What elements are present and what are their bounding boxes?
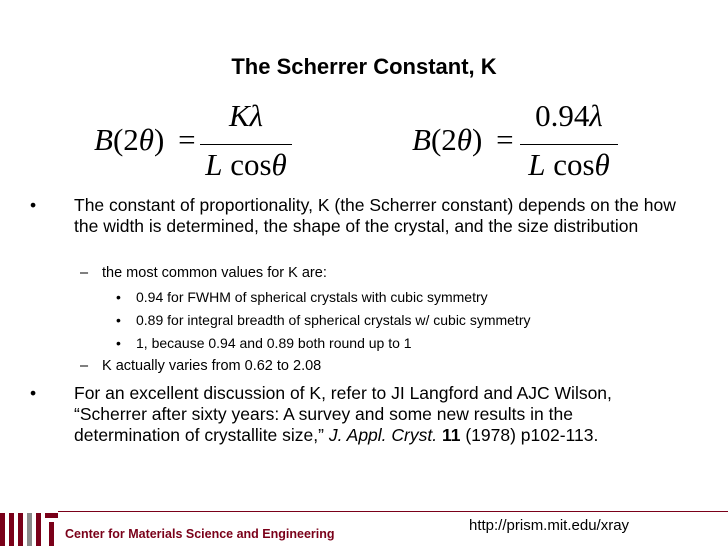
formula-left-lambda: λ: [249, 98, 264, 133]
formula-left-numerator: [200, 100, 292, 131]
formula-right: [412, 100, 642, 180]
bullet-1-sub-1-item-3-marker: •: [116, 335, 121, 351]
formula-left-lhs: [94, 124, 196, 155]
bullet-1-text: The constant of proportionality, K (the Scherrer constant) depends on the how the width is determined, the shape of the crystal, and the size distribution: [74, 195, 676, 236]
bullet-1-sub-1-item-1-marker: •: [116, 289, 121, 305]
formula-left-cos: cos: [230, 147, 272, 182]
formula-right-paren-open: (: [430, 122, 442, 157]
bullet-2-marker: •: [30, 383, 37, 403]
footer-rule: [58, 511, 728, 512]
formula-right-two: 2: [441, 122, 457, 157]
footer-url-link[interactable]: http://prism.mit.edu/xray: [469, 517, 630, 534]
slide-title: The Scherrer Constant, K: [231, 54, 497, 79]
formula-right-l: L: [528, 147, 546, 182]
bullet-1-sub-1-item-3: [116, 334, 706, 352]
formula-right-equals: =: [496, 122, 514, 157]
bullet-1-sub-1-item-2: [116, 311, 706, 329]
bullet-1-sub-2-marker: –: [80, 358, 89, 374]
formula-left-b: B: [94, 122, 113, 157]
formula-right-lambda: λ: [589, 98, 603, 133]
formula-right-denominator: [520, 149, 618, 180]
formula-left-paren-close: ): [154, 122, 165, 157]
formula-right-numerator: [520, 100, 618, 131]
mit-logo-icon: [0, 513, 60, 546]
formula-left-two: 2: [123, 122, 139, 157]
formula-right-lhs: [412, 124, 514, 155]
formula-left-fraction-bar: [200, 144, 292, 145]
formula-left: [94, 100, 314, 180]
bullet-1: [30, 195, 694, 237]
formula-right-b: B: [412, 122, 431, 157]
formula-left-equals: =: [178, 122, 196, 157]
bullet-1-sub-1-marker: –: [80, 265, 89, 281]
formula-right-cos: cos: [553, 147, 595, 182]
formula-right-paren-close: ): [472, 122, 483, 157]
bullet-1-sub-1-text: the most common values for K are:: [102, 265, 327, 281]
bullet-2-volume: 11: [441, 425, 461, 445]
formula-right-value: 0.94: [535, 98, 590, 133]
formula-right-theta: θ: [456, 122, 472, 157]
bullet-1-sub-2-text: K actually varies from 0.62 to 2.08: [102, 358, 322, 374]
formula-left-denominator: [200, 149, 292, 180]
formula-left-fraction: [200, 100, 292, 180]
bullet-1-sub-2: [80, 357, 702, 375]
bullet-1-sub-1-item-2-marker: •: [116, 312, 121, 328]
bullet-1-sub-1-item-3-text: 1, because 0.94 and 0.89 both round up to 1: [136, 335, 412, 351]
bullet-2-journal: J. Appl. Cryst.: [328, 425, 438, 445]
formula-left-den-theta: θ: [271, 147, 287, 182]
formula-right-fraction-bar: [520, 144, 618, 145]
formula-left-l: L: [205, 147, 223, 182]
bullet-1-sub-1-item-1-text: 0.94 for FWHM of spherical crystals with cubic symmetry: [136, 289, 488, 305]
formula-left-paren-open: (: [112, 122, 124, 157]
bullet-2-year-pages: (1978) p102-113.: [465, 425, 599, 445]
bullet-1-sub-1: [80, 264, 702, 282]
formula-right-fraction: [520, 100, 618, 180]
bullet-2-text: For an excellent discussion of K, refer to JI Langford and AJC Wilson, “Scherrer after sixty years: A survey and some new results in the determination of crystallite size,”: [74, 383, 612, 445]
bullet-1-marker: •: [30, 195, 37, 215]
formula-right-den-theta: θ: [594, 147, 610, 182]
center-name: Center for Materials Science and Engineering: [65, 527, 335, 541]
bullet-1-sub-1-item-2-text: 0.89 for integral breadth of spherical crystals w/ cubic symmetry: [136, 312, 531, 328]
formula-left-theta: θ: [138, 122, 154, 157]
bullet-2: [30, 383, 664, 446]
bullet-1-sub-1-item-1: [116, 288, 706, 306]
formula-left-k: K: [228, 98, 250, 133]
